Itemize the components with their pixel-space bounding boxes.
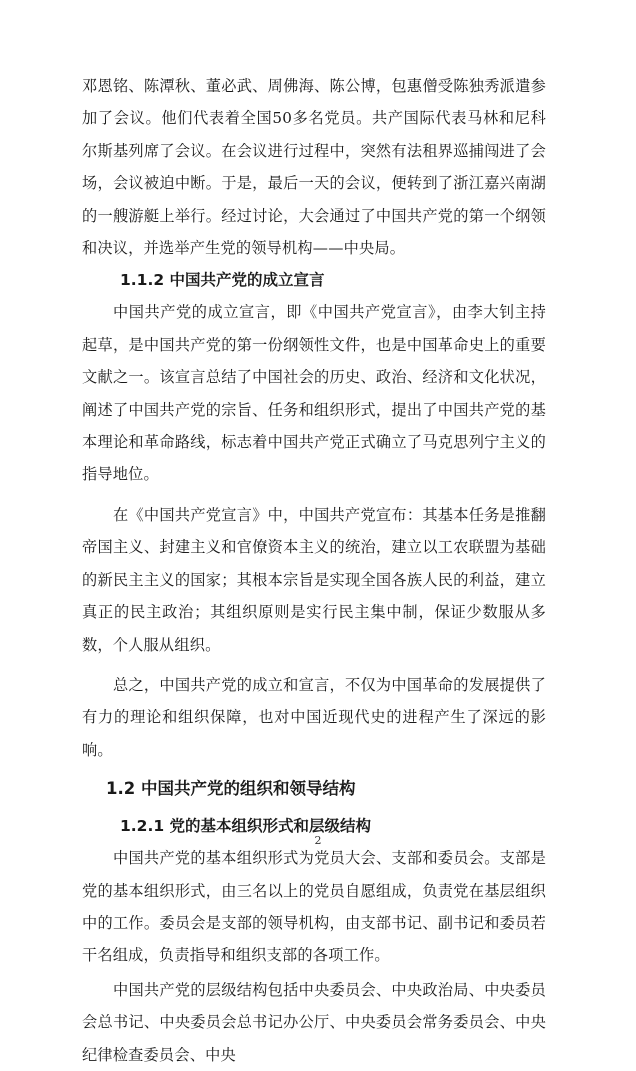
- paragraph-organization-forms: 中国共产党的基本组织形式为党员大会、支部和委员会。支部是党的基本组织形式，由三名以上的党员自愿组成，负责党在基层组织中的工作。委员会是支部的领导机构，由支部书记、副书记和委员若干名组成，负责指导和组织支部的各项工作。: [82, 849, 546, 965]
- paragraph-hierarchy-structure: 中国共产党的层级结构包括中央委员会、中央政治局、中央委员会总书记、中央委员会总书记办公厅、中央委员会常务委员会、中央纪律检查委员会、中央: [82, 980, 546, 1064]
- section-heading-1-2-1: 1.2.1 党的基本组织形式和层级结构: [120, 817, 372, 836]
- paragraph-declaration-overview: 中国共产党的成立宣言，即《中国共产党宣言》，由李大钊主持起草，是中国共产党的第一份纲领性文件，也是中国革命史上的重要文献之一。该宣言总结了中国社会的历史、政治、经济和文化状况，阐述了中国共产党的宗旨、任务和组织形式，提出了中国共产党的基本理论和革命路线，标志着中国共产党正式确立了马克思列宁主义的指导地位。: [82, 303, 546, 484]
- paragraph-continued: 邓恩铭、陈潭秋、董必武、周佛海、陈公博，包惠僧受陈独秀派遣参加了会议。他们代表着全国50多名党员。共产国际代表马林和尼科尔斯基列席了会议。在会议进行过程中，突然有法租界巡捕闯进了会场，会议被迫中断。于是，最后一天的会议，便转到了浙江嘉兴南湖的一艘游艇上举行。经过讨论，大会通过了中国共产党的第一个纲领和决议，并选举产生党的领导机构——中央局。: [82, 77, 546, 258]
- paragraph-declaration-content: 在《中国共产党宣言》中，中国共产党宣布：其基本任务是推翻帝国主义、封建主义和官僚资本主义的统治，建立以工农联盟为基础的新民主主义的国家；其根本宗旨是实现全国各族人民的利益，建立真正的民主政治；其组织原则是实行民主集中制，保证少数服从多数，个人服从组织。: [82, 505, 546, 654]
- section-heading-1-2: 1.2 中国共产党的组织和领导结构: [106, 779, 356, 799]
- paragraph-declaration-summary: 总之，中国共产党的成立和宣言，不仅为中国革命的发展提供了有力的理论和组织保障，也对中国近现代史的进程产生了深远的影响。: [82, 675, 546, 759]
- page-number: 2: [314, 834, 322, 847]
- section-heading-1-1-2: 1.1.2 中国共产党的成立宣言: [120, 271, 325, 290]
- page-body: [82, 70, 546, 1071]
